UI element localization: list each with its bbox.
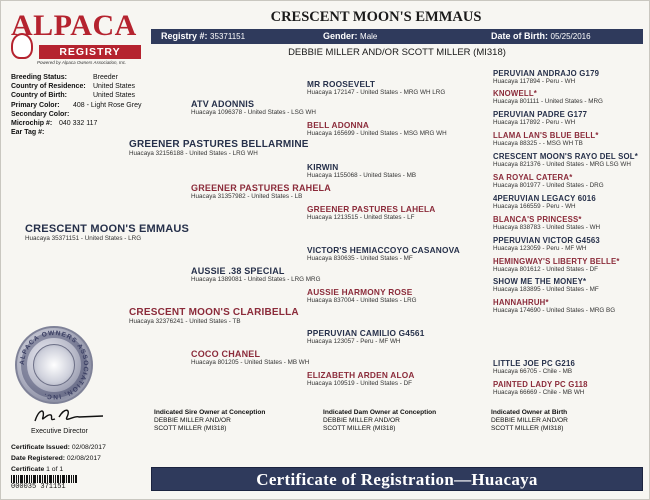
pedigree-g5-2: KNOWELL* Huacaya 801111 - United States - MRG: [493, 89, 603, 105]
pedigree-g5-6: SA ROYAL CATERA* Huacaya 801977 - United States - DRG: [493, 173, 604, 189]
certificate-issued: Certificate Issued: 02/08/2017: [11, 444, 106, 451]
country-of-birth: Country of Birth: United States: [11, 92, 136, 100]
barcode-number: 000035 371151: [11, 483, 66, 491]
animal-info: [11, 73, 141, 137]
pedigree-dam: CRESCENT MOON'S CLARIBELLA Huacaya 32376241 - United States - TB: [129, 307, 299, 325]
owner-line: DEBBIE MILLER AND/OR SCOTT MILLER (MI318): [288, 47, 506, 58]
pedigree-g5-5: CRESCENT MOON'S RAYO DEL SOL* Huacaya 821376 - United States - MRG LSG WH: [493, 152, 638, 168]
hologram-seal-icon: [15, 326, 93, 404]
barcode: [11, 475, 77, 483]
gender: Gender: Male: [323, 31, 378, 41]
pedigree-g4-4: GREENER PASTURES LAHELA Huacaya 1213515 - United States - LF: [307, 204, 436, 221]
pedigree-g5-4: LLAMA LAN'S BLUE BELL* Huacaya 88325 - - MSG WH TB: [493, 131, 599, 147]
pedigree-g5-10: HEMINGWAY'S LIBERTY BELLE* Huacaya 801612 - United States - DF: [493, 257, 620, 273]
executive-director-label: Executive Director: [31, 428, 88, 435]
alpaca-registry-logo: [9, 9, 139, 65]
pedigree-g5-12: HANNAHRUH* Huacaya 174690 - United States - MRG BG: [493, 298, 616, 314]
pedigree-g5-13: LITTLE JOE PC G216 Huacaya 66705 - Chile - MB: [493, 359, 576, 375]
pedigree-dam-sire: AUSSIE .38 SPECIAL Huacaya 1389081 - United States - LRG MRG: [191, 266, 321, 283]
microchip: Microchip #: 040 332 117: [11, 120, 98, 128]
pedigree-g4-6: AUSSIE HARMONY ROSE Huacaya 837004 - United States - LRG: [307, 287, 417, 304]
breeding-status: Breeding Status: Breeder: [11, 74, 118, 81]
date-registered: Date Registered: 02/08/2017: [11, 455, 101, 462]
pedigree-self: CRESCENT MOON'S EMMAUS Huacaya 35371151 - United States - LRG: [25, 223, 190, 242]
pedigree-g5-3: PERUVIAN PADRE G177 Huacaya 117892 - Peru - WH: [493, 110, 588, 126]
pedigree-g4-3: KIRWIN Huacaya 1155068 - United States - MB: [307, 162, 417, 179]
logo-registry-bar: REGISTRY: [39, 45, 141, 59]
country-of-residence: Country of Residence: United States: [11, 83, 136, 91]
seal-lettering: [15, 326, 93, 404]
dam-owner-at-conception: Indicated Dam Owner at Conception DEBBIE MILLER AND/OR SCOTT MILLER (MI318): [323, 409, 437, 432]
pedigree-g4-7: PPERUVIAN CAMILIO G4561 Huacaya 123057 - Peru - MF WH: [307, 328, 425, 345]
pedigree-g5-7: 4PERUVIAN LEGACY 6016 Huacaya 166559 - Peru - WH: [493, 194, 596, 210]
registry-number: Registry #: 35371151: [161, 31, 246, 41]
pedigree-g5-14: PAINTED LADY PC G118 Huacaya 66669 - Chile - MB WH: [493, 380, 588, 396]
header-bar: [151, 29, 643, 44]
pedigree-g5-1: PERUVIAN ANDRAJO G179 Huacaya 117894 - Peru - WH: [493, 69, 600, 85]
certificate-count: Certificate 1 of 1: [11, 466, 64, 473]
pedigree-g4-5: VICTOR'S HEMIACCOYO CASANOVA Huacaya 830635 - United States - MF: [307, 245, 460, 262]
primary-color: Primary Color: 408 - Light Rose Grey: [11, 101, 142, 109]
pedigree-g4-1: MR ROOSEVELT Huacaya 172147 - United States - MRG WH LRG: [307, 79, 446, 96]
logo-powered-by: Powered by Alpaca Owners Association, Inc.: [37, 60, 127, 65]
owner-at-birth: Indicated Owner at Birth DEBBIE MILLER AND/OR SCOTT MILLER (MI318): [491, 409, 568, 432]
svg-text:ALPACA OWNERS ASSOCIATION, INC: ALPACA OWNERS ASSOCIATION, INC.: [18, 329, 90, 401]
pedigree-g5-11: SHOW ME THE MONEY* Huacaya 183895 - United States - MF: [493, 277, 599, 293]
signature: [31, 405, 111, 427]
pedigree-sire-sire: ATV ADONNIS Huacaya 1096378 - United States - LSG WH: [191, 99, 316, 116]
sire-owner-at-conception: Indicated Sire Owner at Conception DEBBIE MILLER AND/OR SCOTT MILLER (MI318): [154, 409, 266, 432]
pedigree-dam-dam: COCO CHANEL Huacaya 801205 - United States - MB WH: [191, 349, 310, 366]
pedigree-g4-8: ELIZABETH ARDEN ALOA Huacaya 109519 - United States - DF: [307, 370, 415, 387]
certificate-info: [11, 442, 106, 475]
certificate-footer-title: Certificate of Registration—Huacaya: [151, 467, 643, 491]
pedigree-g5-9: PPERUVIAN VICTOR G4563 Huacaya 123059 - Peru - MF WH: [493, 236, 600, 252]
pedigree-sire: GREENER PASTURES BELLARMINE Huacaya 32156188 - United States - LRG WH: [129, 139, 309, 157]
pedigree-sire-dam: GREENER PASTURES RAHELA Huacaya 31357982 - United States - LB: [191, 183, 331, 200]
logo-word: ALPACA: [11, 9, 137, 42]
animal-title: CRESCENT MOON'S EMMAUS: [270, 9, 482, 25]
pedigree-g4-2: BELL ADONNA Huacaya 165699 - United States - MSG MRG WH: [307, 120, 447, 137]
date-of-birth: Date of Birth: 05/25/2016: [491, 31, 591, 41]
pedigree-g5-8: BLANCA'S PRINCESS* Huacaya 838783 - United States - WH: [493, 215, 601, 231]
ear-tag: Ear Tag #:: [11, 129, 45, 137]
secondary-color: Secondary Color:: [11, 110, 70, 118]
